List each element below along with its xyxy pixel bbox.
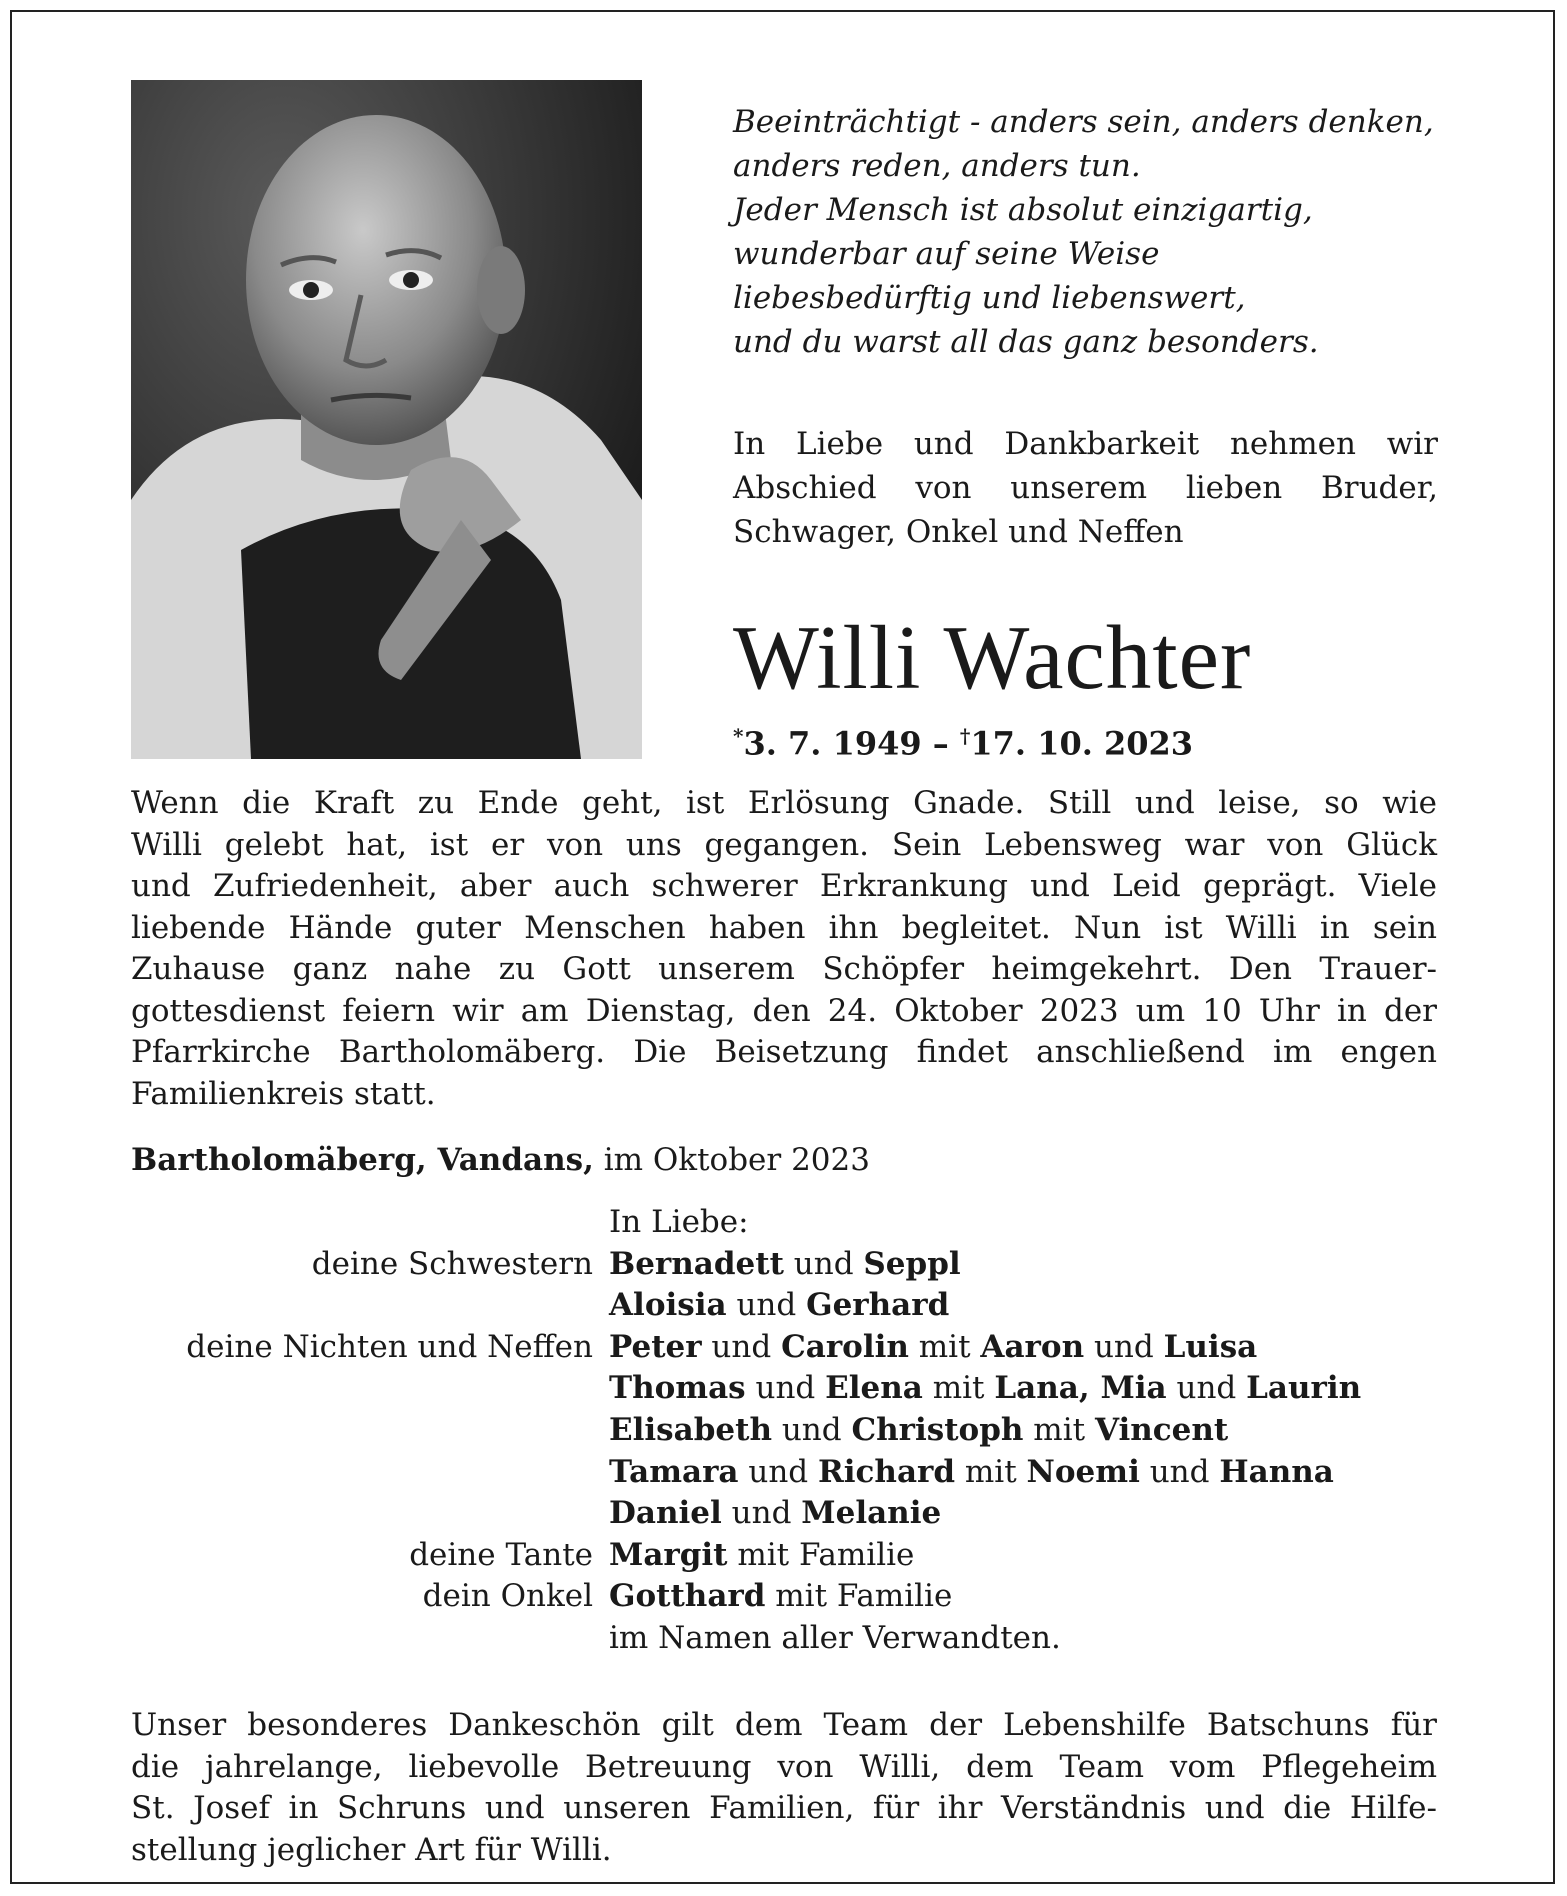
mourner-names: [609, 1412, 1228, 1448]
thanks-line: Unser besonderes Dankeschön gilt dem Team der Lebenshilfe Batschuns für: [131, 1707, 1437, 1743]
mourner-name: Carolin: [781, 1328, 909, 1365]
poem-line: Beeinträchtigt - anders sein, anders denken,: [733, 104, 1434, 140]
mourner-row: [131, 1495, 1437, 1537]
intro-line: In Liebe und Dankbarkeit nehmen wir: [733, 426, 1438, 462]
deceased-name: Willi Wachter: [733, 607, 1252, 708]
body-line: Willi gelebt hat, ist er von uns gegangen. Sein Lebensweg war von Glück: [131, 826, 1437, 863]
intro-line: Schwager, Onkel und Neffen: [733, 514, 1184, 550]
thanks-line: stellung jeglicher Art für Willi.: [131, 1831, 612, 1868]
place-names: Bartholomäberg, Vandans,: [131, 1142, 594, 1178]
mourner-names: [609, 1495, 941, 1531]
mourner-names: [609, 1454, 1334, 1490]
poem: [733, 100, 1434, 364]
thanks-line: St. Josef in Schruns und unseren Familien, für ihr Verständnis und die Hilfe-: [131, 1790, 1437, 1826]
connector-text: und: [1166, 1370, 1247, 1407]
place-date: im Oktober 2023: [593, 1142, 870, 1178]
mourner-names: [609, 1329, 1257, 1365]
connector-text: und: [738, 1453, 818, 1490]
mourner-row: [131, 1454, 1437, 1496]
mourner-name: Richard: [817, 1453, 956, 1490]
death-date: 17. 10. 2023: [970, 724, 1194, 763]
place-date-line: [131, 1142, 870, 1178]
connector-text: und: [721, 1495, 802, 1532]
mourner-row: [131, 1578, 1437, 1620]
poem-line: liebesbedürftig und liebenswert,: [733, 280, 1246, 316]
mourners-heading-row: [131, 1204, 1437, 1246]
mourner-names: [609, 1620, 1061, 1656]
relation-label: deine Schwestern: [311, 1245, 593, 1282]
mourner-names: [609, 1537, 914, 1573]
connector-text: im Namen aller Verwandten.: [609, 1619, 1061, 1656]
mourner-row: [131, 1287, 1437, 1329]
mourner-name: Gerhard: [806, 1287, 950, 1324]
date-separator: –: [921, 724, 960, 763]
mourner-name: Margit: [609, 1536, 728, 1573]
mourner-name: Gotthard: [609, 1578, 766, 1615]
relation-label: dein Onkel: [422, 1578, 593, 1615]
connector-text: und: [771, 1411, 852, 1448]
mourner-name: Elisabeth: [609, 1411, 772, 1448]
mourner-row: [131, 1246, 1437, 1288]
mourner-name: Aaron: [980, 1328, 1085, 1365]
poem-line: und du warst all das ganz besonders.: [733, 324, 1319, 360]
mourner-row: [131, 1620, 1437, 1662]
connector-text: und: [701, 1328, 782, 1365]
relation-label: deine Tante: [409, 1536, 593, 1573]
thanks-paragraph: [131, 1705, 1437, 1871]
mourner-name: Aloisia: [609, 1287, 727, 1324]
mourner-name: Bernadett: [609, 1245, 784, 1282]
body-line: Familienkreis statt.: [131, 1075, 436, 1112]
mourner-name: Tamara: [609, 1453, 739, 1490]
mourner-name: Thomas: [609, 1370, 746, 1407]
mourners-list: [131, 1204, 1437, 1662]
mourner-name: Lana, Mia: [994, 1370, 1167, 1407]
poem-line: wunderbar auf seine Weise: [733, 236, 1160, 272]
mourner-name: Elena: [825, 1370, 923, 1407]
mourner-names: [609, 1370, 1361, 1406]
mourner-row: [131, 1537, 1437, 1579]
mourner-row: [131, 1329, 1437, 1371]
connector-text: und: [783, 1245, 864, 1282]
body-line: Wenn die Kraft zu Ende geht, ist Erlösung Gnade. Still und leise, so wie: [131, 785, 1437, 821]
body-line: Zuhause ganz nahe zu Gott unserem Schöpfer heimgekehrt. Den Trauer-: [131, 951, 1437, 987]
mourner-name: Hanna: [1219, 1453, 1334, 1490]
body-line: liebende Hände guter Menschen haben ihn begleitet. Nun ist Willi in sein: [131, 909, 1437, 946]
connector-text: mit: [908, 1328, 981, 1365]
poem-line: Jeder Mensch ist absolut einzigartig,: [733, 192, 1313, 228]
connector-text: mit: [922, 1370, 995, 1407]
thanks-line: die jahrelange, liebevolle Betreuung von Willi, dem Team vom Pflegeheim: [131, 1748, 1437, 1785]
connector-text: und: [1084, 1328, 1164, 1365]
mourner-name: Melanie: [801, 1495, 942, 1532]
birth-date: 3. 7. 1949: [743, 724, 922, 763]
connector-text: und: [1139, 1453, 1220, 1490]
mourner-names: [609, 1578, 952, 1614]
mourner-name: Noemi: [1026, 1453, 1140, 1490]
mourner-name: Laurin: [1246, 1370, 1362, 1407]
mourner-row: [131, 1412, 1437, 1454]
connector-text: und: [745, 1370, 826, 1407]
mourner-row: [131, 1370, 1437, 1412]
in-liebe-label: In Liebe:: [609, 1204, 749, 1240]
body-line: Pfarrkirche Bartholomäberg. Die Beisetzung findet anschließend im engen: [131, 1034, 1437, 1070]
intro-line: Abschied von unserem lieben Bruder,: [733, 470, 1438, 506]
intro-text: [733, 422, 1438, 554]
body-paragraph: [131, 783, 1437, 1115]
connector-text: mit Familie: [765, 1578, 953, 1615]
connector-text: und: [726, 1287, 807, 1324]
mourner-names: [609, 1246, 961, 1282]
death-mark: †: [959, 724, 971, 748]
connector-text: mit: [955, 1453, 1027, 1490]
portrait-photo: [131, 80, 642, 759]
body-line: gottesdienst feiern wir am Dienstag, den 24. Oktober 2023 um 10 Uhr in der: [131, 992, 1437, 1029]
body-line: und Zufriedenheit, aber auch schwerer Erkrankung und Leid geprägt. Viele: [131, 868, 1437, 904]
connector-text: mit Familie: [727, 1536, 915, 1573]
mourner-name: Peter: [609, 1328, 702, 1365]
life-dates: [733, 724, 1193, 763]
mourner-names: [609, 1287, 949, 1323]
mourner-name: Christoph: [851, 1411, 1024, 1448]
mourner-name: Daniel: [609, 1495, 722, 1532]
mourner-name: Vincent: [1094, 1411, 1229, 1448]
birth-mark: *: [733, 724, 744, 748]
connector-text: mit: [1023, 1411, 1095, 1448]
poem-line: anders reden, anders tun.: [733, 148, 1141, 184]
mourner-name: Luisa: [1163, 1328, 1258, 1365]
relation-label: deine Nichten und Neffen: [186, 1328, 593, 1365]
mourner-name: Seppl: [863, 1245, 961, 1282]
